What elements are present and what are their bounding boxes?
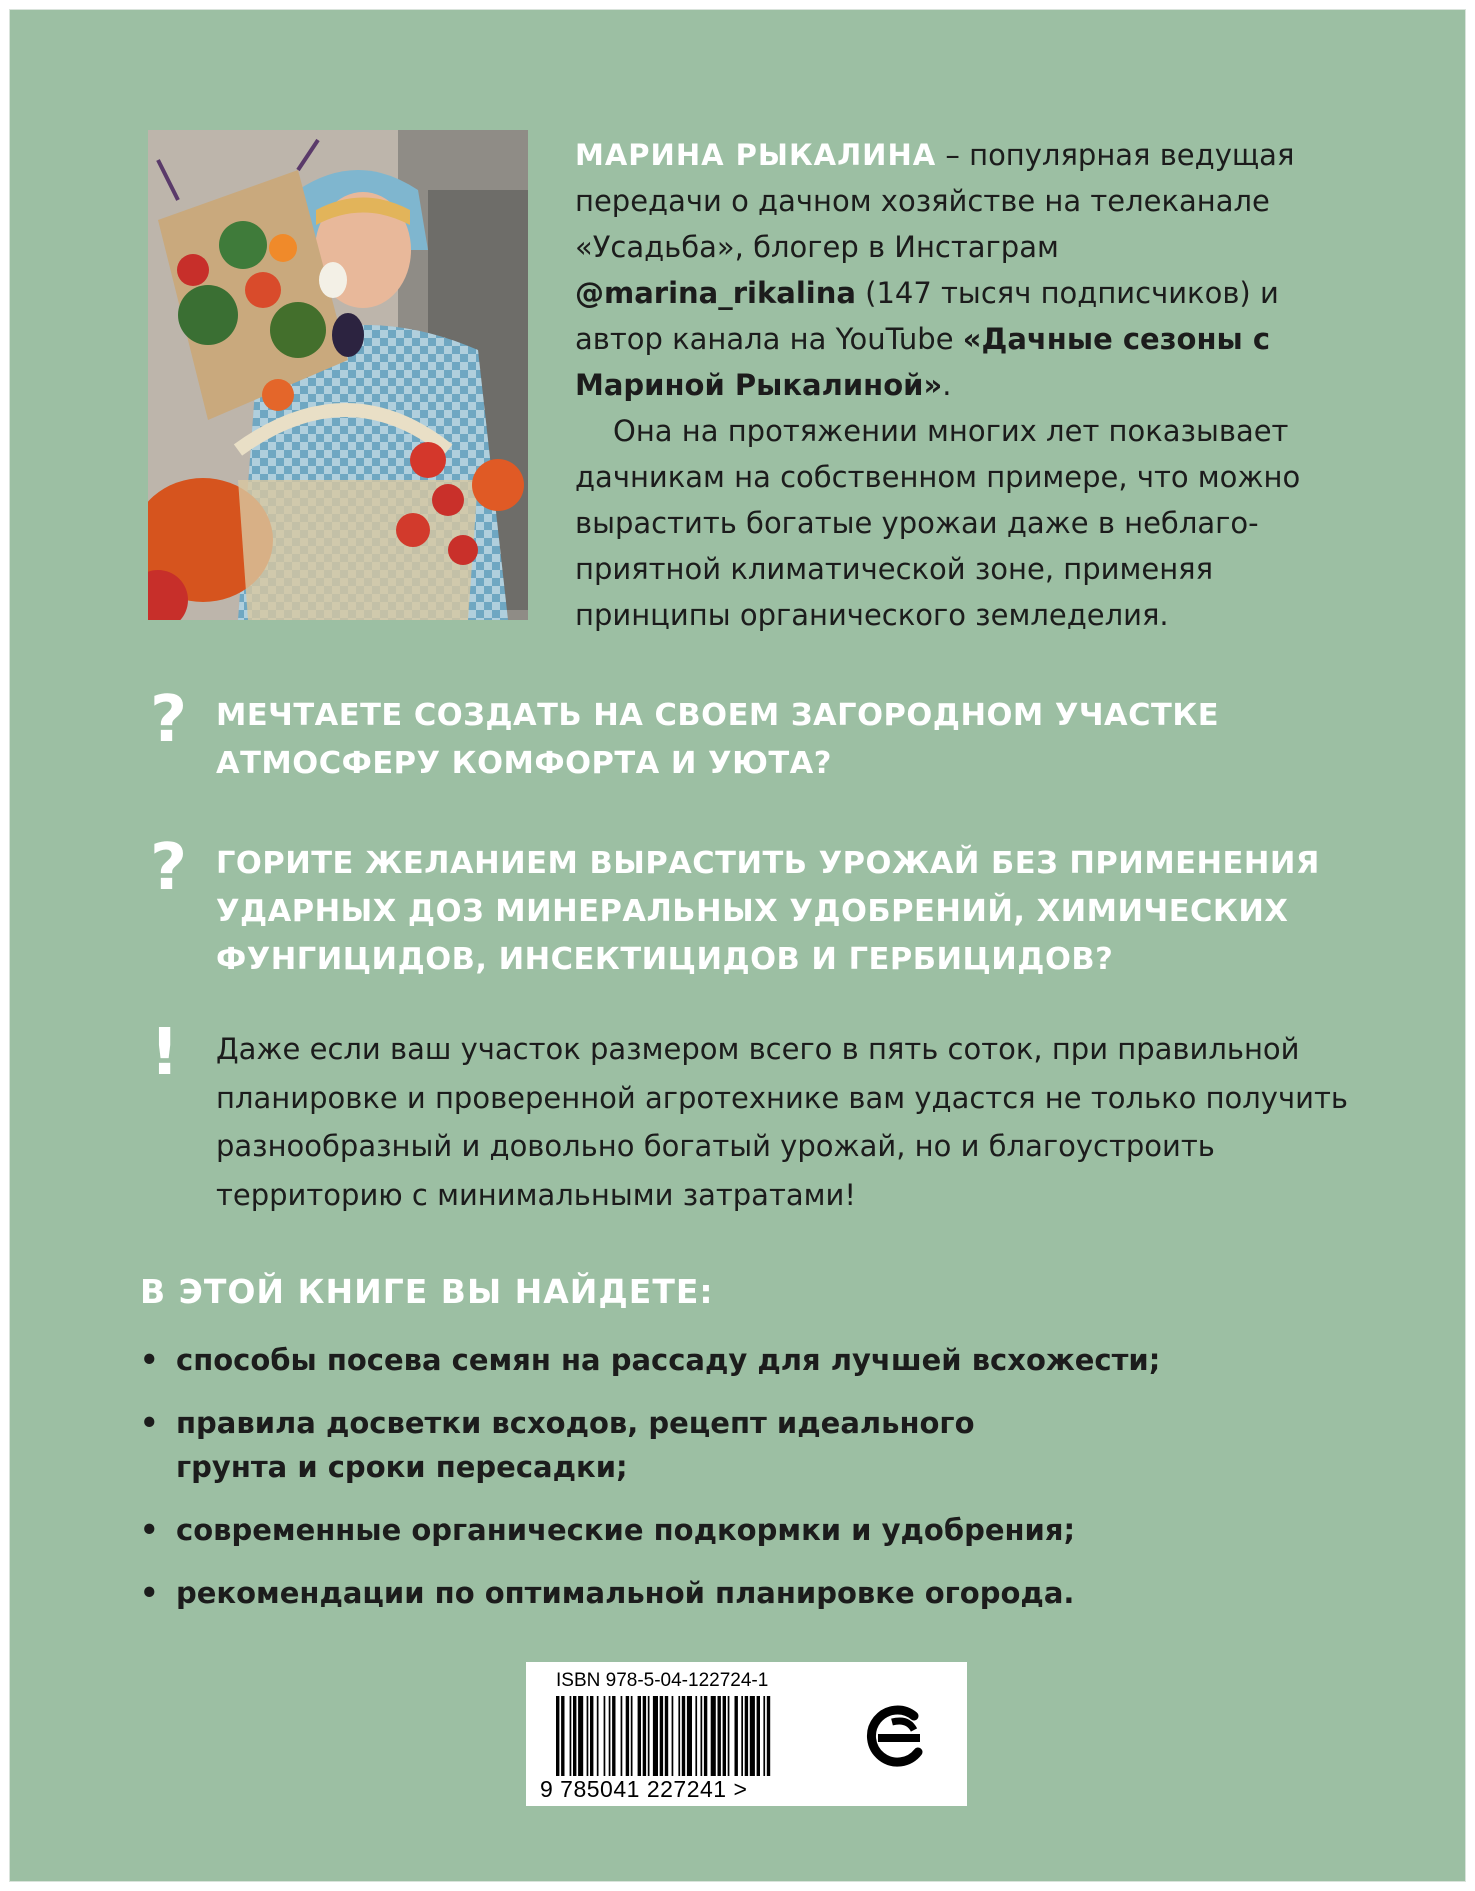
barcode-bar	[609, 1696, 611, 1776]
barcode-bar	[590, 1696, 593, 1776]
question-text-1: МЕЧТАЕТЕ СОЗДАТЬ НА СВОЕМ ЗАГОРОДНОМ УЧАСТКЕ АТМОСФЕРУ КОМФОРТА И УЮТА?	[216, 698, 1220, 781]
barcode-bar	[750, 1696, 755, 1776]
barcode-bar	[741, 1696, 743, 1776]
followers-text: (147 тысяч подписчиков) и автор канала на YouTube	[575, 276, 1279, 356]
barcode-bar	[561, 1696, 564, 1776]
barcode-bar	[653, 1696, 658, 1776]
barcode-bar	[678, 1696, 680, 1776]
barcode-bar	[631, 1696, 633, 1776]
barcode-bar	[767, 1696, 770, 1776]
author-photo	[148, 130, 528, 620]
barcode-bar	[597, 1696, 599, 1776]
barcode-bar	[701, 1696, 703, 1776]
barcode-bar	[587, 1696, 589, 1776]
barcode-bar	[695, 1696, 697, 1776]
barcode-bar	[570, 1696, 572, 1776]
barcode-bar	[626, 1696, 629, 1776]
barcode-bar	[665, 1696, 668, 1776]
barcode-bar	[728, 1696, 730, 1776]
barcode-bar	[711, 1696, 716, 1776]
question-text-2: ГОРИТЕ ЖЕЛАНИЕМ ВЫРАСТИТЬ УРОЖАЙ БЕЗ ПРИМЕНЕНИЯ УДАРНЫХ ДОЗ МИНЕРАЛЬНЫХ УДОБРЕНИЙ, ХИМИЧЕСКИХ ФУНГИЦИДОВ, ИНСЕКТИЦИДОВ И ГЕРБИЦИДОВ?	[216, 846, 1320, 977]
statement-text: Даже если ваш участок размером всего в пять соток, при правильной планировке и проверенной агротехнике вам удастся не только получить разнообразный и довольно богатый урожай, но и благоустроить территорию с минимальными затратами!	[216, 1032, 1348, 1212]
publisher-logo-icon	[858, 1694, 940, 1776]
exclamation-mark-icon: !	[150, 1016, 180, 1090]
barcode-bar	[745, 1696, 748, 1776]
barcode-bar	[735, 1696, 738, 1776]
feature-item: • рекомендации по оптимальной планировке огорода.	[140, 1571, 1290, 1615]
book-contents-heading: В ЭТОЙ КНИГЕ ВЫ НАЙДЕТЕ:	[140, 1272, 714, 1311]
barcode-bar	[672, 1696, 674, 1776]
book-back-cover	[10, 10, 1465, 1881]
barcode-bar	[621, 1696, 623, 1776]
feature-item: • способы посева семян на рассаду для лучшей всхожести;	[140, 1338, 1290, 1382]
author-intro-text: – популярная ведущая передачи о дачном хозяйстве на телеканале «Усадьба», блогер в Инстаграм	[575, 138, 1295, 264]
barcode-bar	[556, 1696, 559, 1776]
barcode-bar	[643, 1696, 646, 1776]
author-bio	[575, 132, 1335, 638]
author-name: МАРИНА РЫКАЛИНА	[575, 138, 937, 172]
barcode-bar	[763, 1696, 765, 1776]
barcode-bars	[556, 1696, 816, 1778]
feature-item: • современные органические подкормки и удобрения;	[140, 1508, 1290, 1552]
question-mark-icon: ?	[150, 683, 188, 757]
isbn-text: ISBN 978-5-04-122724-1	[556, 1670, 769, 1691]
barcode-bar	[612, 1696, 615, 1776]
author-intro	[575, 132, 1335, 408]
barcode-bar	[757, 1696, 760, 1776]
barcode-bar	[648, 1696, 650, 1776]
barcode-bar	[573, 1696, 576, 1776]
barcode-bar	[604, 1696, 606, 1776]
youtube-channel: «Дачные сезоны с Мариной Рыкалиной»	[575, 322, 1271, 402]
barcode-bar	[682, 1696, 685, 1776]
channel-end: .	[942, 368, 952, 402]
barcode-bar	[578, 1696, 583, 1776]
author-bio-text: Она на протяжении многих лет показывает дачникам на собственном примере, что можно вырастить богатые урожаи даже в неблаго-приятной климатической зоне, применяя принципы органического земледелия.	[575, 414, 1301, 632]
barcode-bar	[638, 1696, 641, 1776]
barcode-bar	[723, 1696, 726, 1776]
feature-item: • правила досветки всходов, рецепт идеального грунта и сроки пересадки;	[140, 1401, 1046, 1489]
barcode-bar	[687, 1696, 692, 1776]
question-mark-icon: ?	[150, 831, 188, 905]
barcode-panel	[526, 1662, 967, 1806]
barcode-digits: 9 785041 227241 >	[540, 1776, 748, 1802]
barcode-bar	[718, 1696, 721, 1776]
instagram-handle: @marina_rikalina	[575, 276, 856, 310]
feature-list	[140, 1338, 1290, 1615]
barcode-bar	[704, 1696, 707, 1776]
barcode-bar	[660, 1696, 663, 1776]
